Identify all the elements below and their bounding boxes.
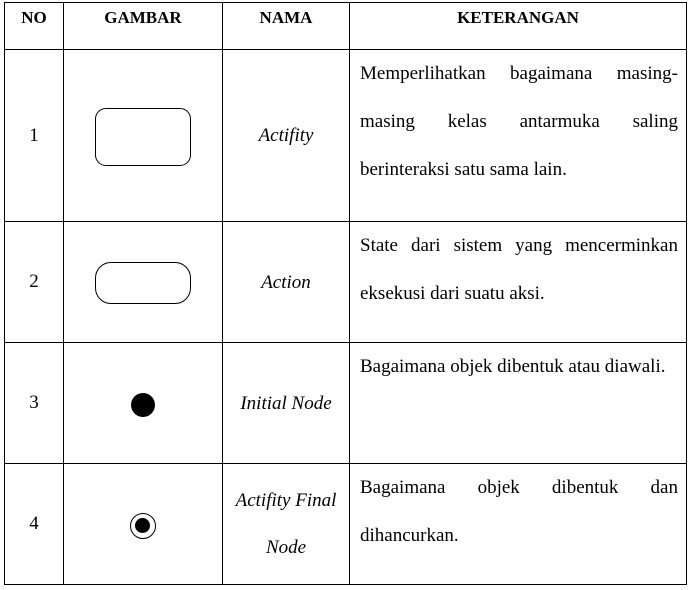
row-number: 2: [5, 222, 64, 343]
symbol-description: Memperlihatkan bagaimana masing-masing kelas antarmuka saling berinteraksi satu sama lain.: [360, 63, 678, 180]
row-number: 1: [5, 50, 64, 222]
table-row: [5, 222, 687, 343]
row-number: 4: [5, 464, 64, 585]
row-number: 3: [5, 343, 64, 464]
table-row: [5, 50, 687, 222]
table-row: [5, 343, 687, 464]
symbol-cell: [64, 222, 223, 343]
symbol-name: Actifity: [223, 50, 350, 222]
header-keterangan: KETERANGAN: [350, 3, 687, 50]
symbol-cell: [64, 464, 223, 585]
symbol-name: Action: [223, 222, 350, 343]
header-gambar: GAMBAR: [64, 3, 223, 50]
initial-node-filled-circle-icon: [131, 393, 155, 417]
symbol-description-cell: [350, 222, 687, 343]
symbol-cell: [64, 343, 223, 464]
symbol-cell: [64, 50, 223, 222]
header-no: NO: [5, 3, 64, 50]
symbol-description: State dari sistem yang mencerminkan eksekusi dari suatu aksi.: [360, 235, 678, 304]
action-rounded-rectangle-icon: [95, 262, 191, 304]
header-nama: NAMA: [223, 3, 350, 50]
symbol-description-cell: [350, 50, 687, 222]
symbol-description-cell: [350, 464, 687, 585]
symbol-name: Initial Node: [223, 343, 350, 464]
activity-rounded-rectangle-icon: [95, 108, 191, 166]
table-header-row: [5, 3, 687, 50]
final-node-bullseye-icon: [130, 513, 156, 539]
symbol-description: Bagaimana objek dibentuk dan dihancurkan.: [360, 477, 678, 546]
symbol-description: Bagaimana objek dibentuk atau diawali.: [360, 356, 666, 377]
symbol-name: Actifity Final Node: [223, 464, 350, 585]
table-row: [5, 464, 687, 585]
symbol-description-cell: [350, 343, 687, 464]
uml-activity-symbols-table: [4, 2, 687, 585]
